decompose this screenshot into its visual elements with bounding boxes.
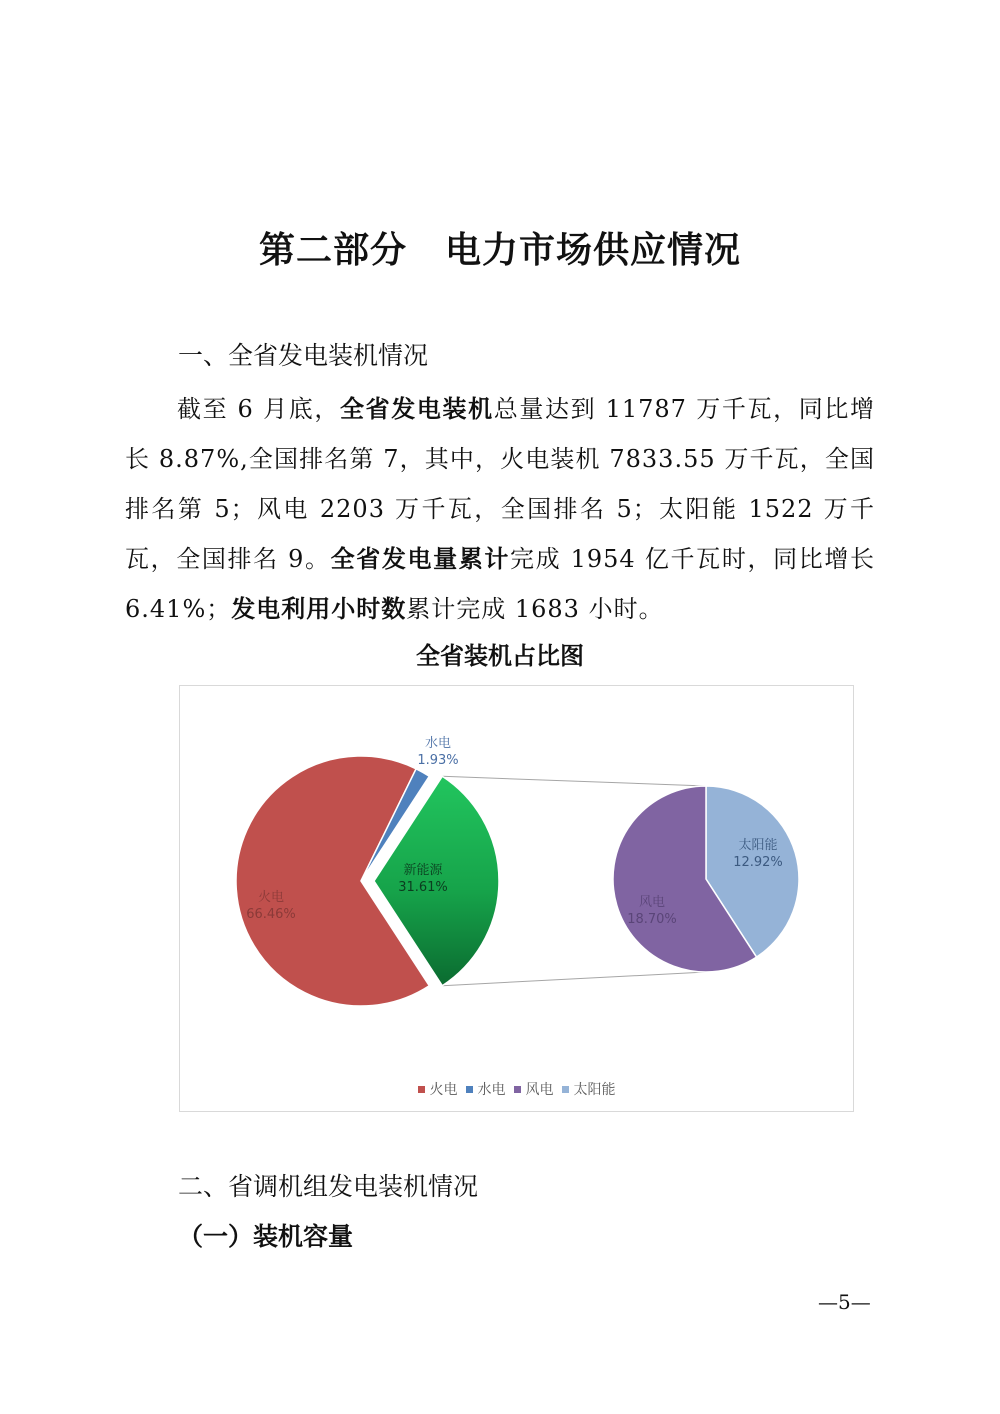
legend-item bbox=[418, 1079, 458, 1099]
legend-label: 火电 bbox=[429, 1082, 458, 1098]
label-wind-value: 18.70% bbox=[627, 912, 677, 927]
page-number: —5— bbox=[818, 1290, 871, 1314]
connector-line-top bbox=[442, 776, 706, 786]
legend-item bbox=[466, 1079, 506, 1099]
legend-item bbox=[514, 1079, 554, 1099]
label-solar-name: 太阳能 bbox=[738, 838, 778, 853]
legend-swatch bbox=[562, 1086, 569, 1093]
legend-item bbox=[562, 1079, 616, 1099]
section-heading-installed-capacity: 一、全省发电装机情况 bbox=[178, 341, 429, 370]
subheading-capacity: （一）装机容量 bbox=[178, 1222, 354, 1251]
label-wind-name: 风电 bbox=[638, 895, 666, 910]
bold-term: 全省发电装机 bbox=[339, 395, 494, 423]
label-hydro-value: 1.93% bbox=[417, 753, 459, 768]
label-thermal-name: 火电 bbox=[257, 890, 285, 905]
legend-swatch bbox=[418, 1086, 425, 1093]
legend-swatch bbox=[514, 1086, 521, 1093]
body-text: 累计完成 1683 小时。 bbox=[406, 595, 664, 623]
bold-term: 全省发电量累计 bbox=[330, 545, 511, 573]
body-text: 截至 6 月底， bbox=[177, 395, 340, 423]
chart-title: 全省装机占比图 bbox=[416, 642, 584, 670]
page-title: 第二部分 电力市场供应情况 bbox=[258, 229, 742, 271]
body-paragraph bbox=[125, 384, 875, 634]
pie-chart bbox=[179, 685, 854, 1112]
body-text: 总量达到 11787 万千瓦，同比增长 8.87%,全国排名第 7，其中，火电装机 7833.55 万千瓦，全国排名第 5；风电 2203 万千瓦，全国排名 5；太阳能 1522 万千瓦，全国排名 9。 bbox=[125, 395, 875, 573]
legend-label: 太阳能 bbox=[573, 1082, 616, 1098]
label-new-energy-name: 新能源 bbox=[403, 863, 443, 878]
label-new-energy-value: 31.61% bbox=[398, 880, 448, 895]
label-hydro-name: 水电 bbox=[424, 736, 452, 751]
legend-label: 水电 bbox=[477, 1082, 506, 1098]
label-thermal-value: 66.46% bbox=[246, 907, 296, 922]
chart-legend bbox=[180, 1079, 853, 1099]
connector-line-bottom bbox=[442, 972, 706, 986]
label-solar-value: 12.92% bbox=[733, 855, 783, 870]
section-heading-dispatch-units: 二、省调机组发电装机情况 bbox=[178, 1172, 479, 1201]
legend-swatch bbox=[466, 1086, 473, 1093]
body-text: 完成 1954 亿千瓦时，同比增长 6.41%； bbox=[125, 545, 875, 623]
bold-term: 发电利用小时数 bbox=[231, 595, 407, 623]
pie-chart-canvas bbox=[180, 686, 853, 1111]
legend-label: 风电 bbox=[525, 1082, 554, 1098]
